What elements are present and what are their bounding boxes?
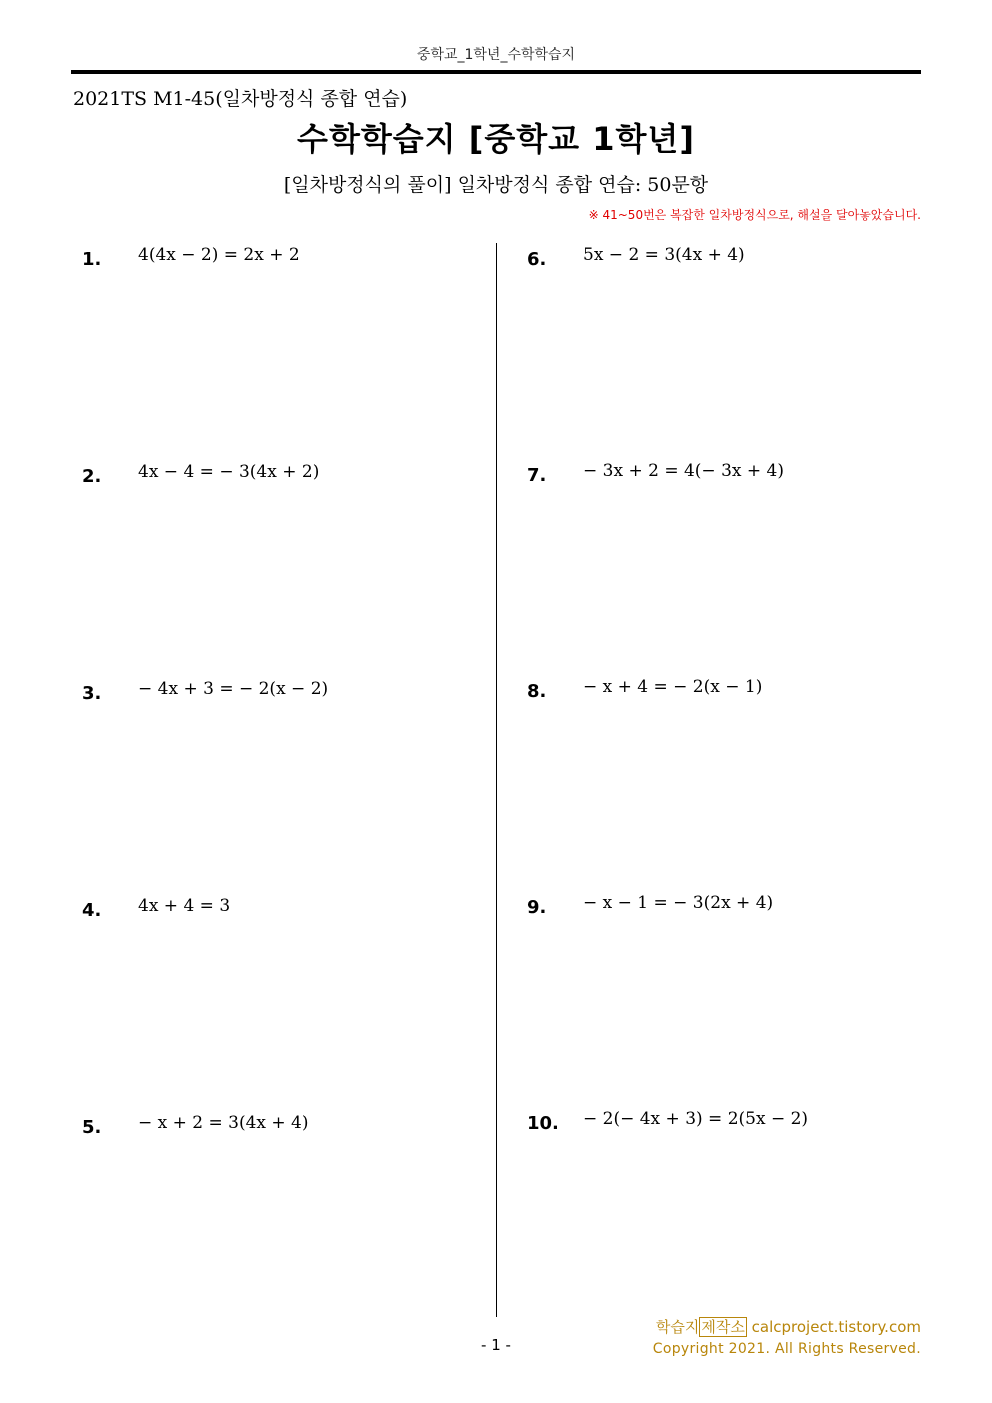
problem-equation: − x + 2 = 3(4x + 4) <box>138 1113 309 1133</box>
problem-equation: 5x − 2 = 3(4x + 4) <box>583 245 745 265</box>
credit-boxed: 제작소 <box>701 1318 745 1336</box>
problem-number: 8. <box>527 681 547 702</box>
credit-line <box>656 1316 921 1337</box>
problem-2 <box>82 463 462 493</box>
problem-5 <box>82 1114 462 1144</box>
problem-number: 6. <box>527 249 547 270</box>
problem-equation: 4(4x − 2) = 2x + 2 <box>138 245 300 265</box>
problem-number: 9. <box>527 897 547 918</box>
problem-3 <box>82 680 462 710</box>
header-rule <box>71 70 921 74</box>
problem-number: 10. <box>527 1113 559 1134</box>
problem-equation: − x + 4 = − 2(x − 1) <box>583 677 763 697</box>
problem-9 <box>527 894 907 924</box>
page-number: - 1 - <box>481 1336 511 1354</box>
problem-8 <box>527 678 907 708</box>
problem-1 <box>82 246 462 276</box>
problem-number: 1. <box>82 249 102 270</box>
problem-7 <box>527 462 907 492</box>
column-divider <box>496 243 497 1317</box>
problem-equation: 4x + 4 = 3 <box>138 896 231 916</box>
credit-prefix: 학습지 <box>655 1318 700 1336</box>
problem-4 <box>82 897 462 927</box>
problem-number: 2. <box>82 466 102 487</box>
problem-number: 4. <box>82 900 102 921</box>
page-title: 수학학습지 [중학교 1학년] <box>297 120 695 158</box>
problem-number: 7. <box>527 465 547 486</box>
copyright: Copyright 2021. All Rights Reserved. <box>652 1341 921 1357</box>
running-header: 중학교_1학년_수학학습지 <box>416 47 576 63</box>
problem-equation: − 2(− 4x + 3) = 2(5x − 2) <box>583 1109 809 1129</box>
problem-equation: − x − 1 = − 3(2x + 4) <box>583 893 774 913</box>
problem-number: 3. <box>82 683 102 704</box>
credit-url[interactable]: calcproject.tistory.com <box>751 1318 921 1336</box>
problem-equation: 4x − 4 = − 3(4x + 2) <box>138 462 320 482</box>
problem-equation: − 3x + 2 = 4(− 3x + 4) <box>583 461 784 481</box>
worksheet-code: 2021TS M1-45(일차방정식 종합 연습) <box>73 88 408 110</box>
problem-number: 5. <box>82 1117 102 1138</box>
page-subtitle: [일차방정식의 풀이] 일차방정식 종합 연습: 50문항 <box>283 174 709 196</box>
solution-note: ※ 41~50번은 복잡한 일차방정식으로, 해설을 달아놓았습니다. <box>588 208 921 222</box>
problem-10 <box>527 1110 907 1140</box>
problem-equation: − 4x + 3 = − 2(x − 2) <box>138 679 329 699</box>
problem-6 <box>527 246 907 276</box>
